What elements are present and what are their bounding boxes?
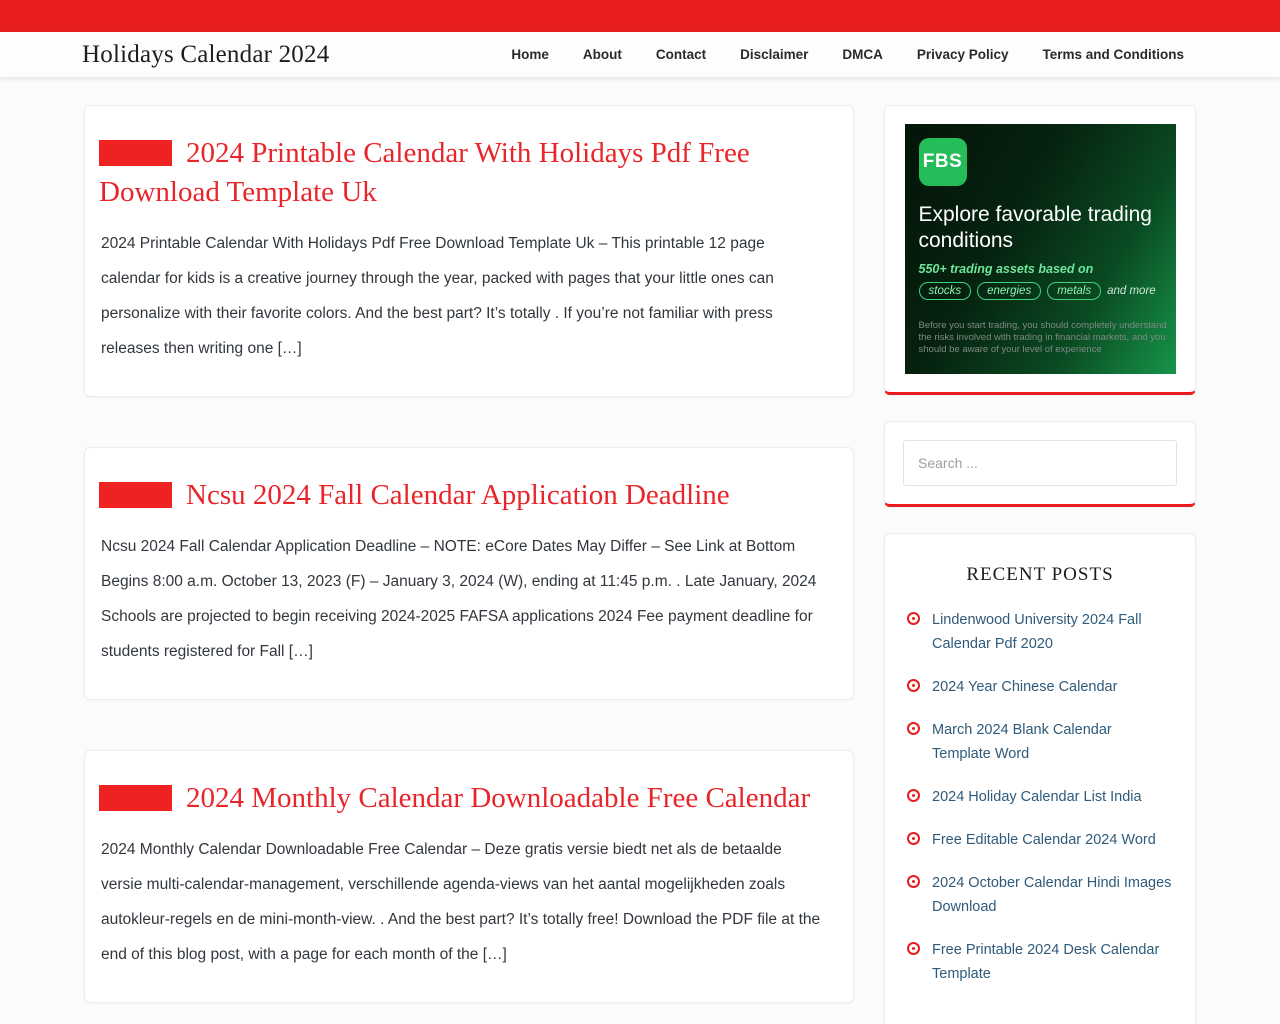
recent-post-link[interactable]: 2024 October Calendar Hindi Images Download [932, 875, 1172, 915]
bullet-icon [907, 832, 920, 845]
post-card [84, 447, 854, 700]
list-item [907, 718, 1173, 766]
post-card [84, 105, 854, 397]
bullet-icon [907, 875, 920, 888]
ad-tag-energies: energies [977, 282, 1041, 300]
list-item [907, 608, 1173, 656]
bullet-icon [907, 722, 920, 735]
bullet-icon [907, 789, 920, 802]
recent-posts-title: RECENT POSTS [966, 564, 1114, 585]
list-item [907, 828, 1173, 852]
page-body [0, 77, 1280, 1024]
recent-post-link[interactable]: 2024 Holiday Calendar List India [932, 789, 1142, 805]
search-input[interactable] [903, 440, 1177, 486]
nav-item-about[interactable]: About [582, 47, 622, 62]
site-title[interactable]: Holidays Calendar 2024 [82, 40, 330, 68]
main-navigation [511, 47, 1184, 62]
post-thumbnail-placeholder [99, 482, 172, 508]
nav-item-contact[interactable]: Contact [655, 47, 707, 62]
recent-post-link[interactable]: Free Printable 2024 Desk Calendar Template [932, 942, 1160, 982]
sidebar [884, 105, 1196, 1024]
nav-item-terms-and-conditions[interactable]: Terms and Conditions [1042, 47, 1184, 62]
recent-post-link[interactable]: Lindenwood University 2024 Fall Calendar Pdf 2020 [932, 612, 1142, 652]
post-title-link[interactable] [99, 476, 827, 515]
post-title-link[interactable] [99, 779, 827, 818]
top-accent-bar [0, 0, 1280, 32]
list-item [907, 938, 1173, 986]
list-item [907, 871, 1173, 919]
nav-item-privacy-policy[interactable]: Privacy Policy [916, 47, 1009, 62]
ad-disclaimer: Before you start trading, you should completely understand the risks involved with trading in financial markets, and you should be aware of your level of experience [918, 320, 1167, 355]
post-list [84, 105, 854, 1024]
post-thumbnail-placeholder [99, 140, 172, 166]
ad-tag-list [919, 282, 1156, 300]
bullet-icon [907, 942, 920, 955]
recent-post-link[interactable]: Free Editable Calendar 2024 Word [932, 832, 1156, 848]
advertisement-widget [884, 105, 1196, 395]
ad-more-text: and more [1107, 285, 1156, 297]
ad-tag-metals: metals [1047, 282, 1101, 300]
nav-item-dmca[interactable]: DMCA [842, 47, 883, 62]
recent-post-link[interactable]: 2024 Year Chinese Calendar [932, 679, 1118, 695]
bullet-icon [907, 679, 920, 692]
list-item [907, 785, 1173, 809]
post-excerpt: 2024 Monthly Calendar Downloadable Free Calendar – Deze gratis versie biedt net als de betaalde versie multi-calendar-management, verschillende agenda-views van het aantal mogelijkheden zoals autokleur-regels en de mini-month-view. . And the best part? It’s totally free! Download the PDF file at the end of this blog post, with a page for each month of the […] [101, 841, 821, 963]
ad-subhead: 550+ trading assets based on [918, 262, 1094, 276]
bullet-icon [907, 612, 920, 625]
list-item [907, 675, 1173, 699]
ad-banner[interactable] [905, 124, 1176, 374]
ad-tag-stocks: stocks [919, 282, 972, 300]
recent-posts-widget [884, 533, 1196, 1024]
post-excerpt: Ncsu 2024 Fall Calendar Application Deadline – NOTE: eCore Dates May Differ – See Link at Bottom Begins 8:00 a.m. October 13, 2023 (F) – January 3, 2024 (W), ending at 11:45 p.m. . Late January, 2024 Schools are projected to begin receiving 2024-2025 FAFSA applications 2024 Fee payment deadline for students registered for Fall […] [101, 538, 817, 660]
post-thumbnail-placeholder [99, 785, 172, 811]
search-widget [884, 421, 1196, 507]
post-title-link[interactable] [99, 134, 827, 212]
fbs-logo-icon: FBS [919, 138, 967, 186]
recent-post-link[interactable]: March 2024 Blank Calendar Template Word [932, 722, 1112, 762]
nav-item-home[interactable]: Home [511, 47, 549, 62]
post-card [84, 750, 854, 1003]
nav-item-disclaimer[interactable]: Disclaimer [740, 47, 809, 62]
ad-headline: Explore favorable trading conditions [918, 203, 1152, 252]
recent-posts-list [903, 608, 1177, 1011]
post-excerpt: 2024 Printable Calendar With Holidays Pdf Free Download Template Uk – This printable 12 page calendar for kids is a creative journey through the year, packed with pages that your little ones can personalize with their favorite colors. And the best part? It’s totally . If you’re not familiar with press releases then writing one […] [101, 235, 774, 357]
post-title-text: 2024 Printable Calendar With Holidays Pdf Free Download Template Uk [99, 137, 750, 208]
post-title-text: 2024 Monthly Calendar Downloadable Free Calendar [186, 782, 811, 814]
site-header [0, 32, 1280, 77]
post-title-text: Ncsu 2024 Fall Calendar Application Deadline [186, 479, 730, 511]
